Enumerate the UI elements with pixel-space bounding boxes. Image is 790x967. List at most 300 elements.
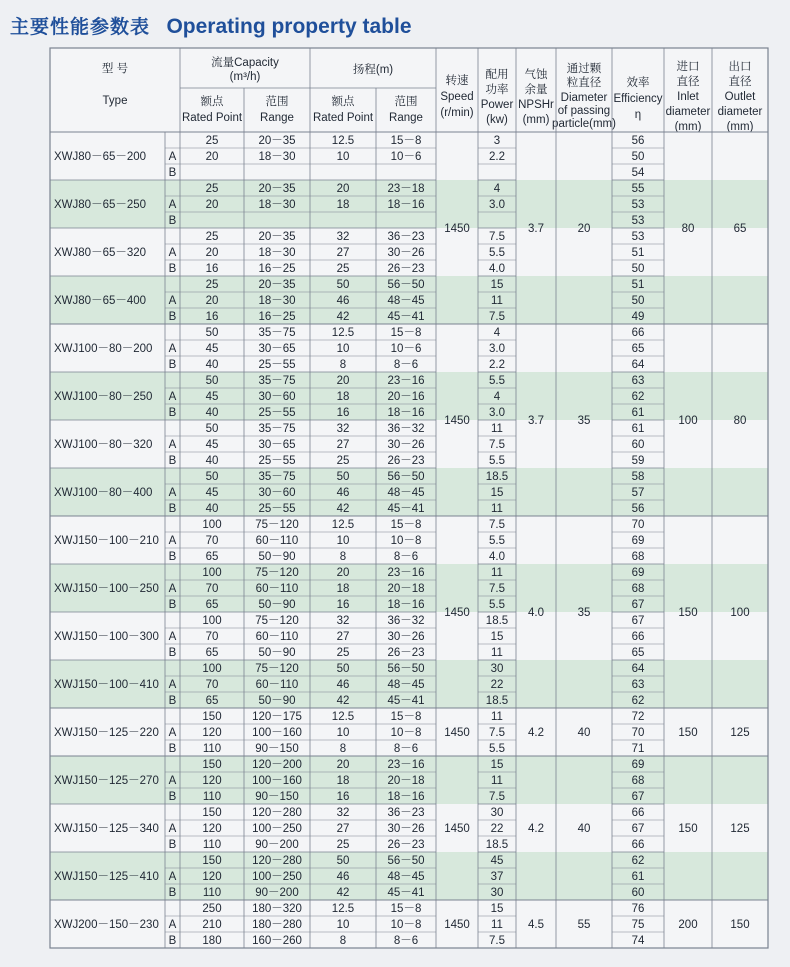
- cell-hr: 25: [336, 647, 350, 659]
- cell-hrange: 20－18: [387, 775, 425, 787]
- cell-p: 5.5: [489, 535, 505, 547]
- header-inlet-cn2: 直径: [676, 76, 700, 88]
- cell-hr: 12.5: [331, 135, 355, 147]
- cell-e: 66: [631, 807, 645, 819]
- cell-cr: 45: [205, 391, 219, 403]
- model-name: XWJ100－80－200: [54, 343, 153, 355]
- variant-label: A: [168, 679, 177, 691]
- cell-hrange: 23－18: [387, 183, 425, 195]
- cell-crange: 30－60: [258, 391, 296, 403]
- cell-e: 68: [631, 551, 645, 563]
- variant-label: B: [168, 695, 177, 707]
- variant-label: A: [168, 775, 177, 787]
- cell-e: 63: [631, 679, 645, 691]
- cell-cr: 45: [205, 487, 219, 499]
- cell-p: 7.5: [489, 583, 505, 595]
- cell-e: 66: [631, 327, 645, 339]
- cell-hr: 32: [336, 231, 350, 243]
- cell-e: 65: [631, 647, 645, 659]
- cell-p: 45: [490, 855, 504, 867]
- cell-crange: 60－110: [255, 535, 299, 547]
- variant-label: A: [168, 919, 177, 931]
- cell-crange: 90－200: [255, 887, 299, 899]
- cell-hr: 46: [336, 487, 350, 499]
- model-name: XWJ100－80－250: [54, 391, 153, 403]
- group-inlet: 200: [678, 919, 698, 931]
- cell-e: 49: [631, 311, 645, 323]
- group-inlet: 150: [678, 607, 698, 619]
- cell-p: 11: [491, 775, 503, 787]
- variant-label: A: [168, 487, 177, 499]
- header-outlet-en2: diameter: [717, 106, 763, 118]
- cell-cr: 250: [202, 903, 222, 915]
- header-power-cn2: 功率: [485, 84, 509, 96]
- variant-label: B: [168, 167, 177, 179]
- cell-crange: 50－90: [258, 551, 296, 563]
- cell-e: 58: [631, 471, 645, 483]
- cell-hr: 50: [336, 279, 350, 291]
- model-name: XWJ150－100－210: [54, 535, 159, 547]
- variant-label: A: [168, 391, 177, 403]
- cell-p: 15: [490, 279, 504, 291]
- group-outlet: 100: [730, 607, 750, 619]
- cell-hr: 10: [336, 919, 350, 931]
- variant-label: B: [168, 839, 177, 851]
- cell-e: 68: [631, 583, 645, 595]
- cell-hr: 20: [336, 567, 350, 579]
- cell-hr: 50: [336, 471, 350, 483]
- header-eff-en: Efficiency: [613, 93, 663, 105]
- cell-hr: 8: [339, 743, 347, 755]
- cell-cr: 40: [205, 455, 219, 467]
- header-power-en: Power: [480, 99, 514, 111]
- cell-hr: 16: [336, 791, 350, 803]
- cell-p: 5.5: [489, 743, 505, 755]
- cell-crange: 35－75: [258, 471, 296, 483]
- cell-hr: 32: [336, 615, 350, 627]
- cell-hrange: 10－8: [390, 727, 422, 739]
- cell-e: 64: [631, 663, 645, 675]
- group-particle: 35: [577, 415, 591, 427]
- cell-hr: 18: [336, 199, 350, 211]
- cell-e: 72: [631, 711, 645, 723]
- cell-e: 70: [631, 727, 645, 739]
- cell-e: 50: [631, 151, 645, 163]
- variant-label: B: [168, 599, 177, 611]
- cell-cr: 65: [205, 647, 219, 659]
- header-outlet-cn2: 直径: [728, 76, 752, 88]
- cell-e: 51: [631, 247, 645, 259]
- cell-crange: 100－250: [252, 823, 302, 835]
- cell-p: 7.5: [489, 791, 505, 803]
- cell-crange: 16－25: [258, 263, 296, 275]
- cell-crange: 75－120: [255, 567, 299, 579]
- cell-hr: 16: [336, 599, 350, 611]
- cell-cr: 50: [205, 471, 219, 483]
- cell-e: 56: [631, 135, 645, 147]
- cell-hrange: 20－16: [387, 391, 425, 403]
- variant-label: A: [168, 295, 177, 307]
- cell-p: 11: [491, 919, 503, 931]
- cell-hrange: 56－50: [387, 855, 425, 867]
- cell-p: 11: [491, 295, 503, 307]
- header-capacity: 流量Capacity: [211, 57, 279, 69]
- cell-crange: 180－320: [252, 903, 302, 915]
- cell-hrange: 10－8: [390, 919, 422, 931]
- model-name: XWJ80－65－200: [54, 151, 147, 163]
- variant-label: A: [168, 823, 177, 835]
- cell-p: 30: [490, 807, 504, 819]
- cell-crange: 18－30: [258, 151, 296, 163]
- cell-p: 5.5: [489, 455, 505, 467]
- cell-crange: 60－110: [255, 679, 299, 691]
- cell-hrange: 26－23: [387, 263, 425, 275]
- group-particle: 40: [577, 823, 591, 835]
- model-name: XWJ150－125－340: [54, 823, 159, 835]
- cell-hr: 12.5: [331, 519, 355, 531]
- cell-e: 62: [631, 695, 645, 707]
- cell-hrange: 15－8: [390, 711, 422, 723]
- cell-hr: 8: [339, 359, 347, 371]
- cell-cr: 40: [205, 503, 219, 515]
- cell-hr: 46: [336, 679, 350, 691]
- variant-label: B: [168, 791, 177, 803]
- cell-p: 2.2: [489, 359, 505, 371]
- variant-label: A: [168, 631, 177, 643]
- cell-p: 3.0: [489, 407, 505, 419]
- title-chinese: 主要性能参数表: [10, 17, 151, 38]
- cell-cr: 40: [205, 407, 219, 419]
- variant-label: A: [168, 343, 177, 355]
- cell-p: 7.5: [489, 231, 505, 243]
- cell-e: 61: [631, 871, 645, 883]
- group-outlet: 80: [733, 415, 747, 427]
- variant-label: A: [168, 535, 177, 547]
- cell-cr: 110: [202, 887, 222, 899]
- cell-crange: 35－75: [258, 423, 296, 435]
- cell-p: 30: [490, 887, 504, 899]
- cell-e: 53: [631, 199, 645, 211]
- cell-cr: 65: [205, 695, 219, 707]
- cell-crange: 35－75: [258, 375, 296, 387]
- cell-hr: 27: [336, 439, 350, 451]
- variant-label: B: [168, 455, 177, 467]
- cell-cr: 70: [205, 535, 219, 547]
- cell-p: 7.5: [489, 935, 505, 947]
- cell-hr: 8: [339, 935, 347, 947]
- cell-hr: 25: [336, 263, 350, 275]
- variant-label: B: [168, 215, 177, 227]
- header-power-cn1: 配用: [485, 69, 509, 81]
- header-particle-en2: of passing: [557, 105, 611, 117]
- header-eff-cn: 效率: [626, 77, 650, 89]
- variant-label: B: [168, 743, 177, 755]
- cell-crange: 75－120: [255, 519, 299, 531]
- cell-crange: 180－280: [252, 919, 302, 931]
- cell-hrange: 45－41: [387, 887, 425, 899]
- cell-p: 5.5: [489, 247, 505, 259]
- cell-cr: 100: [202, 615, 222, 627]
- variant-label: B: [168, 551, 177, 563]
- cell-p: 18.5: [485, 695, 509, 707]
- header-head: 扬程(m): [352, 64, 394, 76]
- header-particle-cn2: 粒直径: [566, 77, 602, 89]
- cell-e: 70: [631, 519, 645, 531]
- header-cap-rated-en: Rated Point: [181, 112, 243, 124]
- cell-e: 60: [631, 439, 645, 451]
- variant-label: A: [168, 871, 177, 883]
- cell-hrange: 15－8: [390, 327, 422, 339]
- cell-e: 76: [631, 903, 645, 915]
- cell-hrange: 8－6: [393, 359, 419, 371]
- header-inlet-en1: Inlet: [677, 91, 699, 103]
- header-power-unit: (kw): [486, 114, 508, 126]
- cell-crange: 50－90: [258, 695, 296, 707]
- header-npsh-unit: (mm): [522, 114, 550, 126]
- cell-cr: 150: [202, 855, 222, 867]
- cell-hr: 50: [336, 855, 350, 867]
- header-model-cn: 型 号: [101, 63, 129, 75]
- header-speed-unit: (r/min): [440, 107, 474, 119]
- cell-e: 67: [631, 599, 645, 611]
- model-name: XWJ80－65－320: [54, 247, 147, 259]
- cell-p: 7.5: [489, 727, 505, 739]
- cell-e: 53: [631, 215, 645, 227]
- cell-hrange: 23－16: [387, 567, 425, 579]
- cell-p: 3.0: [489, 199, 505, 211]
- group-outlet: 125: [730, 823, 750, 835]
- cell-hrange: 36－23: [387, 807, 425, 819]
- header-cap-range-cn: 范围: [265, 96, 289, 108]
- cell-hrange: 56－50: [387, 471, 425, 483]
- cell-hr: 10: [336, 151, 350, 163]
- cell-e: 55: [631, 183, 645, 195]
- cell-crange: 120－280: [252, 855, 302, 867]
- cell-cr: 180: [202, 935, 222, 947]
- cell-hrange: 48－45: [387, 679, 425, 691]
- cell-hrange: 15－8: [390, 135, 422, 147]
- group-inlet: 150: [678, 823, 698, 835]
- cell-hrange: 56－50: [387, 663, 425, 675]
- cell-hr: 32: [336, 807, 350, 819]
- cell-crange: 20－35: [258, 231, 296, 243]
- cell-hr: 20: [336, 759, 350, 771]
- cell-p: 4.0: [489, 263, 505, 275]
- cell-hr: 10: [336, 535, 350, 547]
- cell-p: 37: [490, 871, 504, 883]
- cell-crange: 90－200: [255, 839, 299, 851]
- cell-e: 57: [631, 487, 645, 499]
- cell-crange: 30－65: [258, 343, 296, 355]
- model-name: XWJ80－65－250: [54, 199, 147, 211]
- cell-e: 62: [631, 855, 645, 867]
- cell-hr: 32: [336, 423, 350, 435]
- cell-crange: 100－250: [252, 871, 302, 883]
- cell-hr: 42: [336, 311, 350, 323]
- header-eff-sym: η: [634, 109, 642, 121]
- model-name: XWJ150－125－270: [54, 775, 159, 787]
- header-particle-cn1: 通过颗: [566, 63, 602, 75]
- cell-hrange: 36－32: [387, 423, 425, 435]
- cell-cr: 150: [202, 807, 222, 819]
- group-particle: 55: [577, 919, 591, 931]
- cell-cr: 20: [205, 295, 219, 307]
- cell-p: 11: [491, 567, 503, 579]
- cell-crange: 18－30: [258, 199, 296, 211]
- model-name: XWJ150－125－220: [54, 727, 159, 739]
- cell-cr: 25: [205, 279, 219, 291]
- cell-e: 67: [631, 615, 645, 627]
- cell-p: 7.5: [489, 519, 505, 531]
- cell-crange: 20－35: [258, 183, 296, 195]
- group-inlet: 100: [678, 415, 698, 427]
- cell-e: 60: [631, 887, 645, 899]
- cell-p: 15: [490, 631, 504, 643]
- cell-p: 7.5: [489, 439, 505, 451]
- cell-hr: 12.5: [331, 711, 355, 723]
- cell-cr: 25: [205, 231, 219, 243]
- cell-hr: 27: [336, 631, 350, 643]
- group-outlet: 125: [730, 727, 750, 739]
- header-outlet-cn1: 出口: [728, 61, 752, 73]
- cell-cr: 50: [205, 423, 219, 435]
- variant-label: B: [168, 359, 177, 371]
- cell-hrange: 15－8: [390, 903, 422, 915]
- cell-hrange: 23－16: [387, 759, 425, 771]
- cell-e: 71: [631, 743, 645, 755]
- variant-label: B: [168, 503, 177, 515]
- group-particle: 35: [577, 607, 591, 619]
- variant-label: A: [168, 247, 177, 259]
- cell-crange: 25－55: [258, 455, 296, 467]
- cell-hrange: 10－6: [390, 151, 422, 163]
- header-head-rated-cn: 额点: [331, 96, 355, 108]
- cell-p: 4: [493, 327, 501, 339]
- cell-cr: 70: [205, 583, 219, 595]
- cell-crange: 75－120: [255, 663, 299, 675]
- cell-hrange: 10－8: [390, 535, 422, 547]
- group-npsh: 4.5: [528, 919, 544, 931]
- cell-cr: 45: [205, 343, 219, 355]
- cell-p: 7.5: [489, 311, 505, 323]
- cell-cr: 120: [202, 871, 222, 883]
- cell-cr: 50: [205, 327, 219, 339]
- cell-cr: 110: [202, 743, 222, 755]
- cell-e: 50: [631, 263, 645, 275]
- header-inlet-unit: (mm): [674, 121, 702, 133]
- cell-hr: 18: [336, 391, 350, 403]
- group-npsh: 4.2: [528, 823, 544, 835]
- cell-p: 4: [493, 391, 501, 403]
- cell-p: 5.5: [489, 599, 505, 611]
- variant-label: B: [168, 263, 177, 275]
- cell-crange: 120－200: [252, 759, 302, 771]
- variant-label: B: [168, 647, 177, 659]
- cell-cr: 120: [202, 775, 222, 787]
- model-name: XWJ150－100－250: [54, 583, 159, 595]
- cell-p: 22: [490, 679, 504, 691]
- cell-hrange: 30－26: [387, 439, 425, 451]
- header-particle-en3: particle(mm): [552, 118, 616, 130]
- cell-crange: 20－35: [258, 135, 296, 147]
- cell-hr: 46: [336, 871, 350, 883]
- cell-cr: 120: [202, 823, 222, 835]
- cell-cr: 20: [205, 247, 219, 259]
- title-english: Operating property table: [166, 15, 412, 38]
- variant-label: A: [168, 583, 177, 595]
- cell-crange: 160－260: [252, 935, 302, 947]
- header-cap-range-en: Range: [260, 112, 294, 124]
- cell-cr: 20: [205, 151, 219, 163]
- variant-label: A: [168, 151, 177, 163]
- cell-p: 11: [491, 423, 503, 435]
- cell-crange: 35－75: [258, 327, 296, 339]
- cell-hrange: 10－6: [390, 343, 422, 355]
- cell-hr: 8: [339, 551, 347, 563]
- cell-cr: 16: [205, 263, 219, 275]
- cell-e: 51: [631, 279, 645, 291]
- cell-e: 67: [631, 823, 645, 835]
- group-npsh: 4.0: [528, 607, 544, 619]
- cell-crange: 30－65: [258, 439, 296, 451]
- group-outlet: 150: [730, 919, 750, 931]
- cell-crange: 50－90: [258, 647, 296, 659]
- header-capacity-unit: (m³/h): [229, 71, 261, 83]
- header-npsh-cn1: 气蚀: [524, 69, 548, 81]
- cell-crange: 60－110: [255, 583, 299, 595]
- cell-cr: 210: [202, 919, 222, 931]
- cell-hrange: 48－45: [387, 487, 425, 499]
- cell-hr: 16: [336, 407, 350, 419]
- cell-hrange: 45－41: [387, 695, 425, 707]
- variant-label: A: [168, 439, 177, 451]
- cell-hrange: 18－16: [387, 199, 425, 211]
- cell-e: 62: [631, 391, 645, 403]
- model-name: XWJ150－100－300: [54, 631, 159, 643]
- group-particle: 20: [577, 223, 591, 235]
- group-speed: 1450: [444, 607, 470, 619]
- cell-e: 67: [631, 791, 645, 803]
- cell-hrange: 8－6: [393, 551, 419, 563]
- cell-e: 64: [631, 359, 645, 371]
- header-inlet-en2: diameter: [665, 106, 711, 118]
- cell-e: 66: [631, 631, 645, 643]
- cell-hrange: 45－41: [387, 503, 425, 515]
- cell-hr: 20: [336, 183, 350, 195]
- cell-hrange: 48－45: [387, 295, 425, 307]
- cell-e: 69: [631, 759, 645, 771]
- header-outlet-unit: (mm): [726, 121, 754, 133]
- cell-p: 11: [491, 711, 503, 723]
- cell-p: 2.2: [489, 151, 505, 163]
- group-speed: 1450: [444, 223, 470, 235]
- cell-hrange: 18－16: [387, 791, 425, 803]
- model-name: XWJ200－150－230: [54, 919, 159, 931]
- cell-hr: 12.5: [331, 327, 355, 339]
- header-npsh-en: NPSHr: [518, 99, 554, 111]
- cell-e: 61: [631, 407, 645, 419]
- cell-cr: 16: [205, 311, 219, 323]
- cell-hrange: 48－45: [387, 871, 425, 883]
- cell-e: 59: [631, 455, 645, 467]
- cell-hr: 25: [336, 455, 350, 467]
- cell-hr: 12.5: [331, 903, 355, 915]
- cell-e: 61: [631, 423, 645, 435]
- variant-label: B: [168, 935, 177, 947]
- cell-crange: 120－280: [252, 807, 302, 819]
- cell-cr: 20: [205, 199, 219, 211]
- group-inlet: 150: [678, 727, 698, 739]
